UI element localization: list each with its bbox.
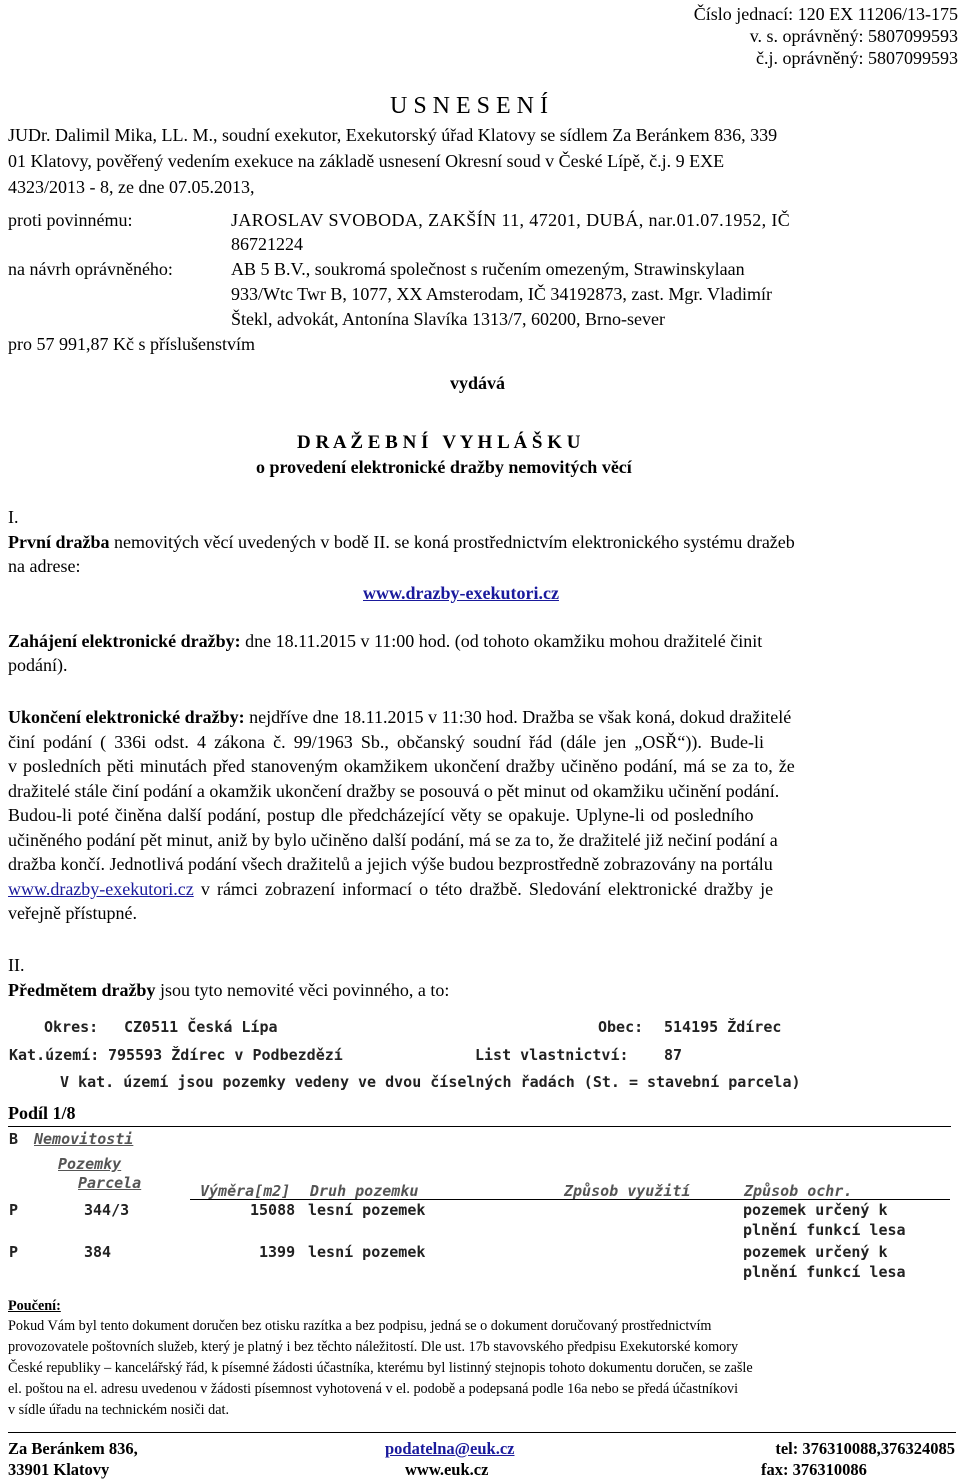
cad-row-area: 1399 (259, 1243, 296, 1261)
doc-title: D R A Ž E B N Í V Y H L Á Š K U (297, 432, 581, 453)
cad-row-protection-2: plnění funkcí lesa (743, 1221, 906, 1239)
auction-end-line-4: dražitelé stále činí podání a okamžik ukončení dražby se posouvá o pět minut od okamžiku učinění podání. (8, 781, 780, 801)
creditor-label: na návrh oprávněného: (8, 259, 173, 279)
notice-line-2: provozovatele poštovních služeb, který je platný i bez těchto náležitostí. Dle ust. 17b stavovského předpisu Exekutorské komory (8, 1339, 739, 1355)
portal-line (8, 878, 773, 901)
intro-line-2: 01 Klatovy, pověřený vedením exekuce na základě usnesení Okresní soud v České Lípě, č.j. 9 EXE (8, 151, 725, 171)
footer-web: www.euk.cz (405, 1460, 489, 1479)
auction-end (8, 706, 791, 729)
notice-label: Poučení: (8, 1298, 61, 1314)
auction-end-line-5: Budou-li poté činěna další podání, postup dle předcházející věty se opakuje. Uplyne-li od posledního (8, 805, 754, 825)
section-1-number: I. (8, 507, 19, 527)
ownership-share: Podíl 1/8 (8, 1103, 76, 1123)
auction-start (8, 630, 762, 653)
auction-end-label: Ukončení elektronické dražby: (8, 707, 245, 727)
notice-line-4: el. poštou na el. adresu uvedenou v žádosti písemnost vyhotovená v el. podobě a podepsaná podle 16a nebo se předá účastníkovi (8, 1381, 739, 1397)
auction-end-text: nejdříve dne 18.11.2015 v 11:30 hod. Dražba se však koná, dokud dražitelé (244, 707, 792, 727)
auction-start-label: Zahájení elektronické dražby: (8, 631, 241, 651)
cad-katuzemi-value: 795593 Ždírec v Podbezdězí (108, 1046, 343, 1064)
cad-row-kind: lesní pozemek (308, 1243, 426, 1261)
intro-line-3: 4323/2013 - 8, ze dne 07.05.2013, (8, 177, 255, 197)
auction-portal-link[interactable]: www.drazby-exekutori.cz (363, 583, 559, 603)
cad-b-label: Nemovitosti (34, 1130, 134, 1148)
cad-row-protection-1: pozemek určený k (743, 1201, 888, 1219)
portal-link[interactable]: www.drazby-exekutori.cz (8, 879, 194, 899)
cad-row-protection-2: plnění funkcí lesa (743, 1263, 906, 1281)
table-rule-top (8, 1126, 951, 1127)
title-usneseni: U S N E S E N Í (390, 93, 549, 119)
cad-note: V kat. území jsou pozemky vedeny ve dvou číselných řadách (St. = stavební parcela) (60, 1073, 801, 1091)
auction-start-line-2: podání). (8, 655, 68, 675)
section-1-line-1 (8, 531, 795, 554)
cad-row-protection-1: pozemek určený k (743, 1243, 888, 1261)
debtor-line-2: 86721224 (231, 234, 303, 254)
creditor-line-1: AB 5 B.V., soukromá společnost s ručením omezeným, Strawinskylaan (231, 259, 745, 279)
section-2-number: II. (8, 955, 25, 975)
debtor-line-1: JAROSLAV SVOBODA, ZAKŠÍN 11, 47201, DUBÁ, nar.01.07.1952, IČ (231, 210, 791, 230)
creditor-ref-1: v. s. oprávněný: 5807099593 (749, 26, 958, 46)
auction-end-line-6: učiněného podání pět minut, aniž by bylo učiněno další podání, má se za to, že dražitelé již nečiní podání a (8, 830, 778, 850)
footer-rule (8, 1432, 956, 1433)
doc-subtitle: o provedení elektronické dražby nemovitých věcí (256, 457, 632, 477)
cad-col-druh: Druh pozemku (310, 1182, 419, 1200)
portal-line-2: veřejně přístupné. (8, 903, 137, 923)
cad-b-letter: B (9, 1130, 19, 1148)
footer-fax: fax: 376310086 (761, 1460, 867, 1479)
notice-line-1: Pokud Vám byl tento dokument doručen bez otisku razítka a bez podpisu, jedná se o dokument doručovaný prostřednictvím (8, 1318, 712, 1334)
auction-start-text: dne 18.11.2015 v 11:00 hod. (od tohoto okamžiku mohou dražitelé činit (240, 631, 763, 651)
portal-text: v rámci zobrazení informací o této dražbě. Sledování elektronické dražby je (193, 879, 774, 899)
cad-row-type: P (9, 1201, 19, 1219)
notice-line-3: České republiky – kancelářský řád, k písemné žádosti účastníka, kterému byl listinný stejnopis tohoto dokumentu doručen, se zašle (8, 1360, 753, 1376)
auction-end-line-2: činí podání ( 336i odst. 4 zákona č. 99/1963 Sb., občanský soudní řád (dále jen „OSŘ“)). Bude-li (8, 732, 764, 752)
cad-row-kind: lesní pozemek (308, 1201, 426, 1219)
auction-end-line-7: dražba končí. Jednotlivá podání všech dražitelů a jejich výše budou bezprostředně zobrazovány na portálu (8, 854, 773, 874)
footer-tel: tel: 376310088,376324085 (775, 1439, 955, 1458)
auction-end-line-3: v posledních pěti minutách před stanoveným okamžikem ukončení dražby učiněno podání, má se za to, že (8, 756, 795, 776)
cad-okres-label: Okres: (44, 1018, 99, 1036)
footer-email-link[interactable]: podatelna@euk.cz (385, 1439, 515, 1458)
section-2-intro (8, 979, 449, 1002)
footer-address-2: 33901 Klatovy (8, 1460, 110, 1479)
claim-amount: pro 57 991,87 Kč s příslušenstvím (8, 334, 255, 354)
issues-verb: vydává (450, 373, 506, 393)
cad-okres-value: CZ0511 Česká Lípa (124, 1018, 278, 1036)
creditor-line-3: Štekl, advokát, Antonína Slavíka 1313/7, 60200, Brno-sever (231, 309, 665, 329)
footer-address-1: Za Beránkem 836, (8, 1439, 138, 1458)
creditor-line-2: 933/Wtc Twr B, 1077, XX Amsterodam, IČ 34192873, zast. Mgr. Vladimír (231, 284, 773, 304)
cad-col-ochrany: Způsob ochr. (744, 1182, 853, 1200)
cad-lv-label: List vlastnictví: (475, 1046, 629, 1064)
cad-obec-label: Obec: (598, 1018, 644, 1036)
debtor-label: proti povinnému: (8, 210, 133, 230)
first-auction-label: První dražba (8, 532, 110, 552)
cad-col-vyuziti: Způsob využití (564, 1182, 691, 1200)
cad-obec-value: 514195 Ždírec (664, 1018, 782, 1036)
cad-row-area: 15088 (250, 1201, 296, 1219)
case-number: Číslo jednací: 120 EX 11206/13-175 (693, 4, 958, 24)
cad-katuzemi-label: Kat.území: (9, 1046, 100, 1064)
cad-pozemky: Pozemky (58, 1155, 122, 1173)
cad-row-parcel: 384 (84, 1243, 112, 1261)
subject-label: Předmětem dražby (8, 980, 156, 1000)
first-auction-text: nemovitých věcí uvedených v bodě II. se koná prostřednictvím elektronického systému dražeb (109, 532, 795, 552)
cad-row-parcel: 344/3 (84, 1201, 130, 1219)
cad-row-type: P (9, 1243, 19, 1261)
intro-line-1: JUDr. Dalimil Mika, LL. M., soudní exekutor, Exekutorský úřad Klatovy se sídlem Za Beránkem 836, 339 (8, 125, 778, 145)
creditor-ref-2: č.j. oprávněný: 5807099593 (756, 48, 958, 68)
cad-lv-value: 87 (664, 1046, 683, 1064)
cad-parcela: Parcela (78, 1174, 142, 1192)
subject-text: jsou tyto nemovité věci povinného, a to: (155, 980, 450, 1000)
section-1-line-2: na adrese: (8, 556, 81, 576)
notice-line-5: v sídle úřadu na technickém nosiči dat. (8, 1402, 230, 1418)
cad-col-vymera: Výměra[m2] (200, 1182, 291, 1200)
